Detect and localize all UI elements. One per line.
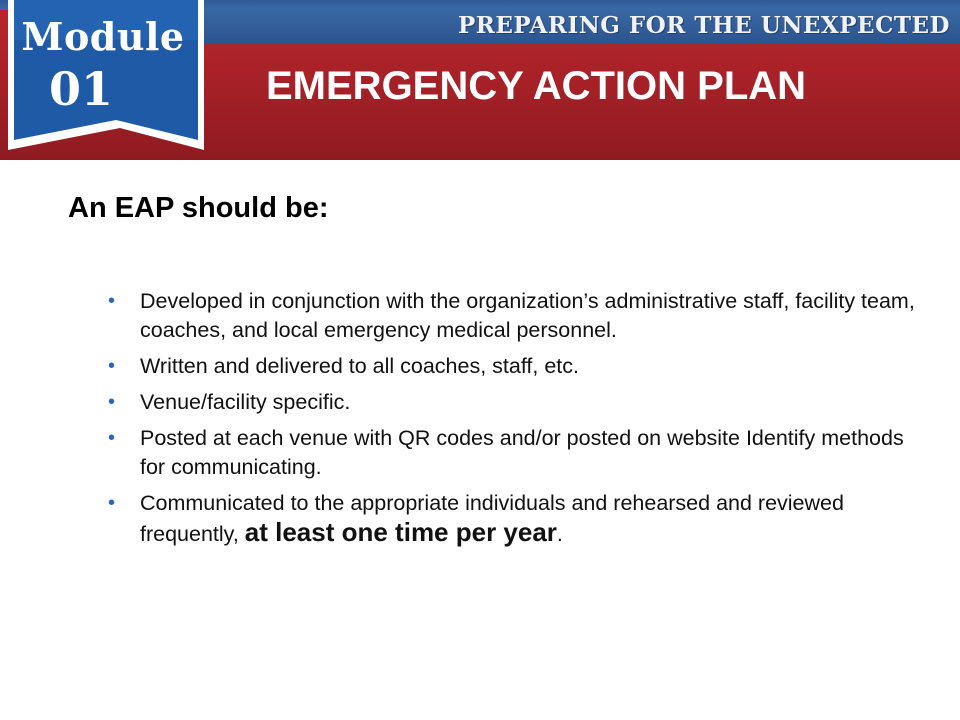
list-item [108, 287, 928, 345]
bullet-list [108, 287, 928, 556]
bullet-tail: . [556, 522, 563, 546]
badge-word: Module [21, 14, 185, 59]
bullet-text: Written and delivered to all coaches, staff, etc. [140, 354, 579, 378]
page-title: EMERGENCY ACTION PLAN [266, 64, 807, 108]
bullet-text: Posted at each venue with QR codes and/or posted on website Identify methods for communicating. [140, 426, 904, 479]
bullet-icon: • [108, 492, 116, 514]
bullet-text: Developed in conjunction with the organization’s administrative staff, facility team, coaches, and local emergency medical personnel. [140, 289, 915, 342]
list-item [108, 424, 928, 482]
bullet-icon: • [108, 355, 116, 377]
bullet-icon: • [108, 427, 116, 449]
module-badge [0, 0, 210, 160]
bullet-text: Communicated to the appropriate individuals and rehearsed and reviewed frequently, [140, 491, 844, 546]
subheading: An EAP should be: [68, 192, 329, 224]
bullet-icon: • [108, 391, 116, 413]
list-item [108, 388, 928, 417]
bullet-text: Venue/facility specific. [140, 390, 351, 414]
tagline: PREPARING FOR THE UNEXPECTED [457, 12, 950, 39]
bullet-emphasis: at least one time per year [244, 517, 557, 547]
badge-number: 01 [48, 62, 113, 116]
list-item [108, 352, 928, 381]
bullet-icon: • [108, 290, 116, 312]
list-item [108, 489, 928, 549]
